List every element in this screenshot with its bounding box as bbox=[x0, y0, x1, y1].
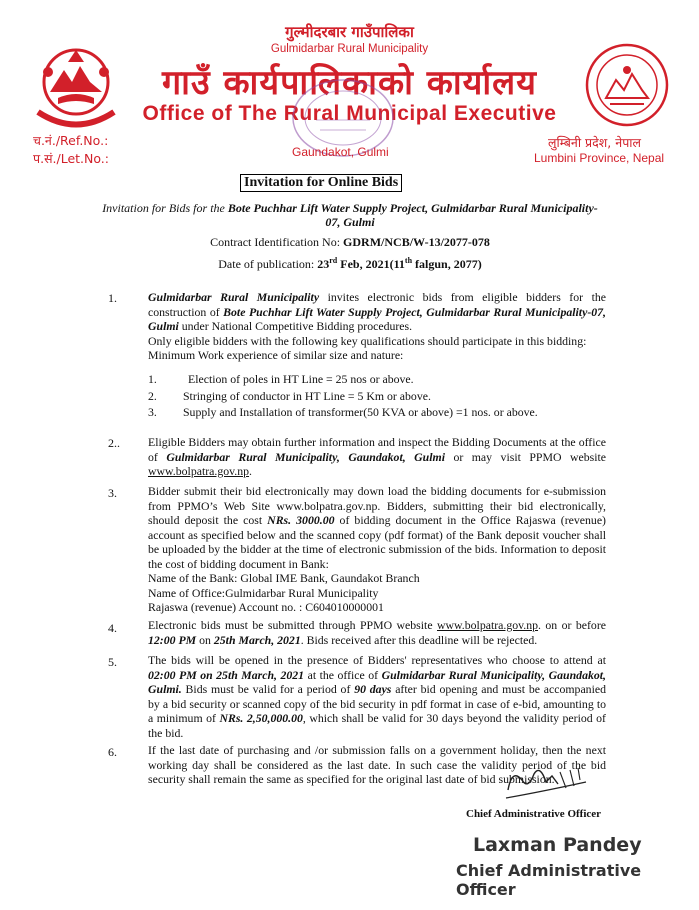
signatory-position: Chief Administrative Officer bbox=[456, 861, 642, 899]
qualification-1: Election of poles in HT Line = 25 nos or above. bbox=[188, 372, 414, 386]
handwritten-signature-icon bbox=[500, 760, 590, 805]
municipality-name-nepali: गुल्मीदरबार गाउँपालिका bbox=[285, 23, 414, 41]
province-nepali: लुम्बिनी प्रदेश, नेपाल bbox=[548, 135, 642, 150]
qualification-number-2: 2. bbox=[148, 389, 157, 403]
bolpatra-link-2[interactable]: www.bolpatra.gov.np bbox=[437, 618, 539, 632]
item-5-text: The bids will be opened in the presence of Bidders' representatives who choose to attend at 02:00 PM on 25th March, 2021 at the office of Gulmidarbar Rural Municipality, Gaundakot, Gulmi. Bids must be valid for a period of 90 days after bid opening and must be accompanied by a bid security or scanned copy of the bid security in pdf format in case of e-bid, amounting to a minimum of NRs. 2,50,000.00, which shall be valid for 30 days beyond the validity period of the bid. bbox=[148, 653, 606, 740]
municipality-seal-icon bbox=[584, 42, 670, 128]
item-3-text: Bidder submit their bid electronically may down load the bidding documents for e-submission from PPMO’s Web Site www.bolpatra.gov.np. Bidders, submitting their bid electronically, should deposit the cost NRs. 3000.00 of bidding document in the Office Rajaswa (revenue) account as specified below and the scanned copy (pdf format) of the Bank deposit voucher shall be uploaded by the bidder at the time of electronic submission of the bids. Information to deposit the cost of bidding document in Bank: Name of the Bank: Global IME Bank, Gaundakot Branch Name of Office:Gulmidarbar Rural Municipality Rajaswa (revenue) Account no. : C604010000001 bbox=[148, 484, 606, 614]
item-2-text: Eligible Bidders may obtain further information and inspect the Bidding Documents at the office of Gulmidarbar Rural Municipality, Gaundakot, Gulmi or may visit PPMO website www.bolpatra.gov.np. bbox=[148, 435, 606, 478]
bolpatra-link[interactable]: www.bolpatra.gov.np bbox=[148, 464, 250, 478]
municipality-name-english: Gulmidarbar Rural Municipality bbox=[270, 43, 429, 55]
office-name-english: Office of The Rural Municipal Executive bbox=[142, 102, 557, 125]
contract-identification: Contract Identification No: GDRM/NCB/W-13/2077-078 bbox=[210, 235, 490, 249]
let-no-label: प.सं./Let.No.: bbox=[33, 151, 109, 166]
item-number-2: 2.. bbox=[108, 436, 120, 450]
qualification-number-1: 1. bbox=[148, 372, 157, 386]
item-number-3: 3. bbox=[108, 486, 117, 500]
item-number-1: 1. bbox=[108, 291, 117, 305]
qualification-number-3: 3. bbox=[148, 405, 157, 419]
item-number-6: 6. bbox=[108, 745, 117, 759]
item-6-text: If the last date of purchasing and /or submission falls on a government holiday, then the next working day shall be considered as the last date. In such case the validity period of the bid security shall remain the same as specified for the original last date of bid submission. bbox=[148, 743, 606, 786]
qualification-2: Stringing of conductor in HT Line = 5 Km or above. bbox=[183, 389, 431, 403]
qualification-3: Supply and Installation of transformer(50 KVA or above) =1 nos. or above. bbox=[183, 405, 538, 419]
province-english: Lumbini Province, Nepal bbox=[534, 151, 665, 165]
publication-date: Date of publication: 23rd Feb, 2021(11th falgun, 2077) bbox=[218, 256, 482, 271]
item-number-5: 5. bbox=[108, 655, 117, 669]
invitation-intro: Invitation for Bids for the Bote Puchhar Lift Water Supply Project, Gulmidarbar Rural Municipality-07, Gulmi bbox=[102, 201, 598, 229]
office-location: Gaundakot, Gulmi bbox=[292, 145, 389, 159]
signatory-title: Chief Administrative Officer bbox=[466, 808, 602, 820]
signatory-name: Laxman Pandey bbox=[473, 834, 642, 856]
ref-no-label: च.नं./Ref.No.: bbox=[33, 133, 109, 148]
item-1-text: Gulmidarbar Rural Municipality invites electronic bids from eligible bidders for the construction of Bote Puchhar Lift Water Supply Project, Gulmidarbar Rural Municipality-07, Gulmi under National Competitive Bidding procedures. Only eligible bidders with the following key qualifications should participate in this bidding: Minimum Work experience of similar size and nature: bbox=[148, 290, 606, 362]
item-4-text: Electronic bids must be submitted through PPMO website www.bolpatra.gov.np. on or before 12:00 PM on 25th March, 2021. Bids received after this deadline will be rejected. bbox=[148, 618, 606, 647]
nepal-emblem-icon bbox=[28, 42, 124, 132]
item-number-4: 4. bbox=[108, 621, 117, 635]
document-title: Invitation for Online Bids bbox=[240, 174, 402, 192]
office-name-nepali: गाउँ कार्यपालिकाको कार्यालय bbox=[162, 63, 537, 103]
